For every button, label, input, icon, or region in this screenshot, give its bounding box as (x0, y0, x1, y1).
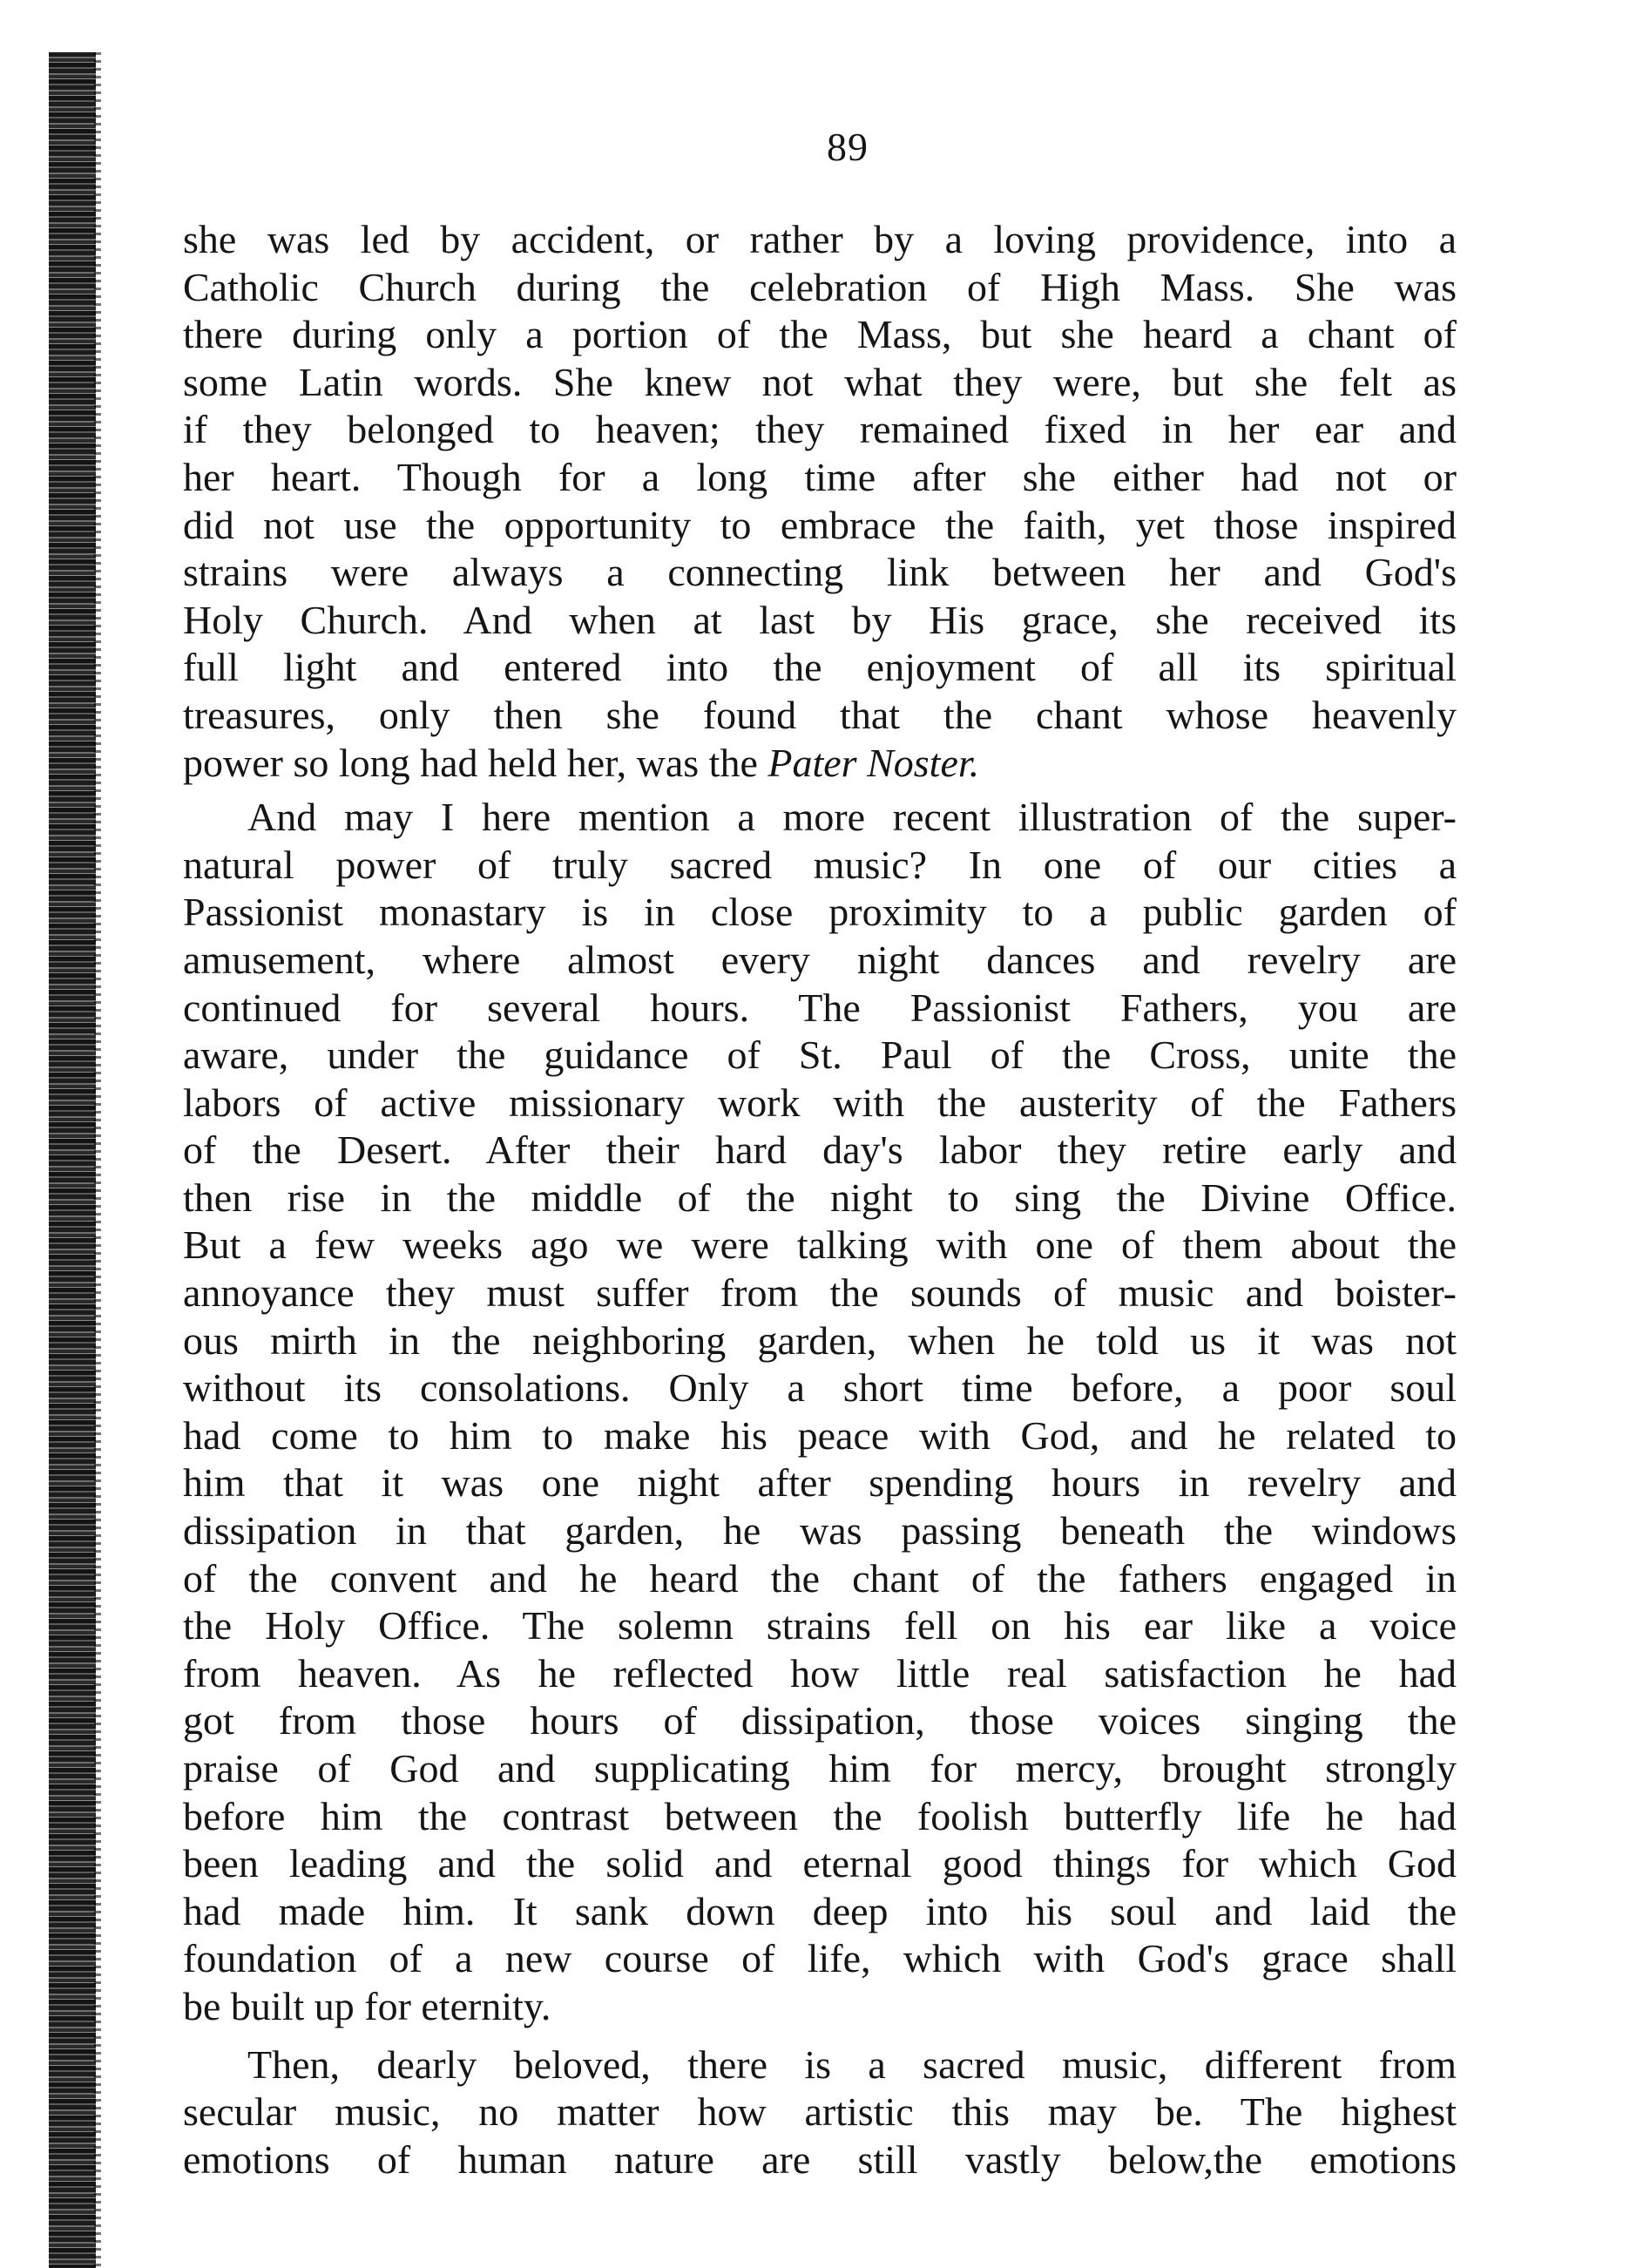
text-line: Holy Church. And when at last by His grace, she received its (183, 597, 1457, 642)
text-line: before him the contrast between the foolish butterfly life he had (183, 1793, 1457, 1838)
text-line: But a few weeks ago we were talking with one of them about the (183, 1222, 1457, 1268)
text-line: of the convent and he heard the chant of the fathers engaged in (183, 1555, 1457, 1601)
text-line: dissipation in that garden, he was passing beneath the windows (183, 1508, 1457, 1554)
body-text (183, 216, 1457, 2183)
text-line: got from those hours of dissipation, those voices singing the (183, 1698, 1457, 1743)
text-line: been leading and the solid and eternal good things for which God (183, 1841, 1457, 1886)
text-line: And may I here mention a more recent illustration of the super- (247, 795, 1457, 840)
text-line: continued for several hours. The Passionist Fathers, you are (183, 985, 1457, 1030)
text-line: strains were always a connecting link between her and God's (183, 550, 1457, 595)
text-line: praise of God and supplicating him for mercy, brought strongly (183, 1746, 1457, 1791)
text-line: aware, under the guidance of St. Paul of the Cross, unite the (183, 1032, 1457, 1078)
text-line: without its consolations. Only a short time before, a poor soul (183, 1365, 1457, 1411)
text-line: she was led by accident, or rather by a loving providence, into a (183, 217, 1457, 261)
text-line: ous mirth in the neighboring garden, when he told us it was not (183, 1317, 1457, 1363)
paragraph-2 (183, 794, 1457, 2030)
text-line: labors of active missionary work with the austerity of the Fathers (183, 1080, 1457, 1125)
text-line: Then, dearly beloved, there is a sacred music, different from (247, 2041, 1457, 2087)
text-line: had made him. It sank down deep into his soul and laid the (183, 1888, 1457, 1933)
text-line (183, 740, 1457, 788)
text-fragment: power so long had held her, was the (183, 740, 768, 785)
text-line: from heaven. As he reflected how little real satisfaction he had (183, 1650, 1457, 1696)
text-line: be built up for eternity. (183, 1983, 551, 2028)
text-line: foundation of a new course of life, which with God's grace shall (183, 1936, 1457, 1981)
text-line: some Latin words. She knew not what they were, but she felt as (183, 359, 1457, 404)
text-line: natural power of truly sacred music? In one of our cities a (183, 842, 1457, 887)
paragraph-1 (183, 216, 1457, 787)
text-line: had come to him to make his peace with God, and he related to (183, 1412, 1457, 1458)
page-number: 89 (827, 125, 869, 169)
text-line: the Holy Office. The solemn strains fell on his ear like a voice (183, 1603, 1457, 1649)
text-line: full light and entered into the enjoyment of all its spiritual (183, 645, 1457, 690)
text-line: emotions of human nature are still vastly below,the emotions (183, 2136, 1457, 2182)
text-line: secular music, no matter how artistic this may be. The highest (183, 2089, 1457, 2135)
text-line: him that it was one night after spending hours in revelry and (183, 1460, 1457, 1506)
page-binding-edge (49, 52, 96, 2268)
paragraph-3 (183, 2041, 1457, 2184)
text-line: treasures, only then she found that the chant whose heavenly (183, 692, 1457, 737)
italic-title-pater-noster: Pater Noster. (767, 740, 980, 785)
text-line: Passionist monastary is in close proximity to a public garden of (183, 890, 1457, 935)
text-line: annoyance they must suffer from the sounds of music and boister- (183, 1270, 1457, 1316)
text-line: Catholic Church during the celebration of High Mass. She was (183, 264, 1457, 309)
text-line: if they belonged to heaven; they remained fixed in her ear and (183, 407, 1457, 452)
text-line: did not use the opportunity to embrace the faith, yet those inspired (183, 502, 1457, 547)
text-line: there during only a portion of the Mass, but she heard a chant of (183, 312, 1457, 357)
text-line: amusement, where almost every night dances and revelry are (183, 937, 1457, 982)
text-line: of the Desert. After their hard day's labor they retire early and (183, 1127, 1457, 1173)
text-line: then rise in the middle of the night to sing the Divine Office. (183, 1175, 1457, 1220)
text-line: her heart. Though for a long time after she either had not or (183, 454, 1457, 499)
